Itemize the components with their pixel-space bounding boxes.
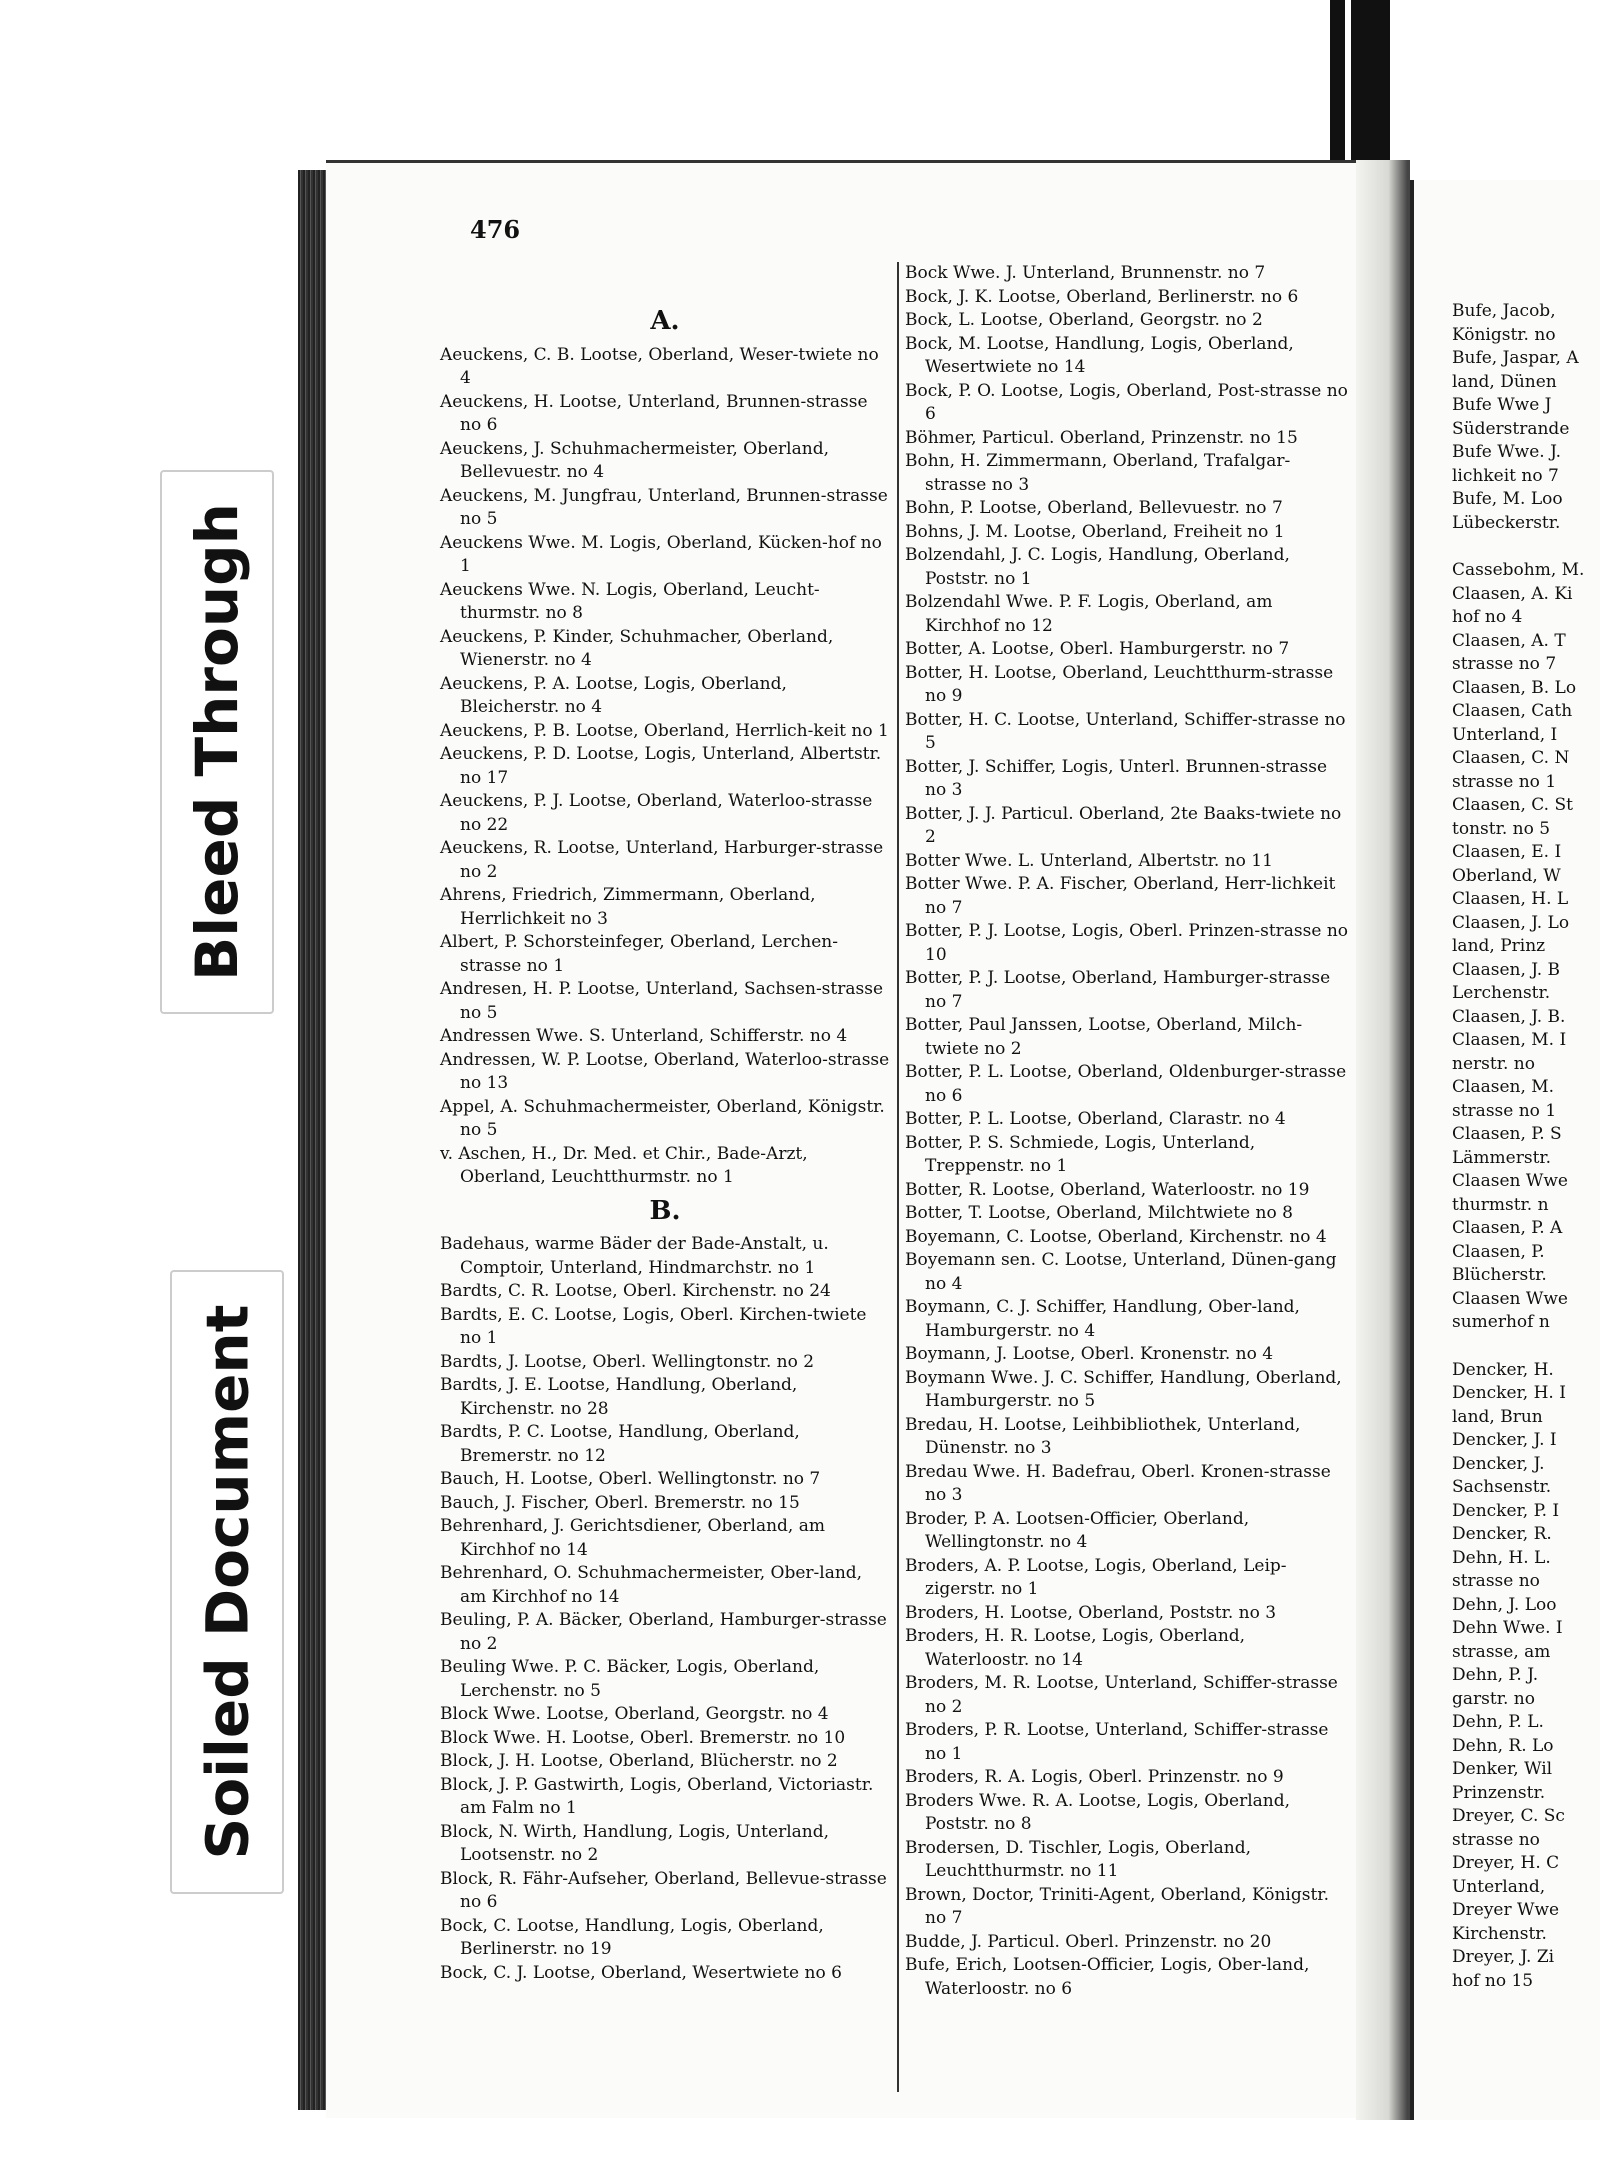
directory-entry: Andresen, H. P. Lootse, Unterland, Sachsen-strasse no 5: [440, 979, 884, 1023]
directory-entry: Botter, A. Lootse, Oberl. Hamburgerstr. no 7: [905, 639, 1290, 659]
directory-entry: Bock, M. Lootse, Handlung, Logis, Oberland, Wesertwiete no 14: [905, 333, 1294, 377]
directory-entry: Dreyer, H. C: [1452, 1853, 1560, 1873]
directory-entry: Claasen, C. St: [1452, 795, 1573, 815]
directory-entry: Claasen Wwe: [1452, 1171, 1568, 1191]
directory-entry: Bock, L. Lootse, Oberland, Georgstr. no 2: [905, 310, 1263, 330]
directory-entry: Bock, P. O. Lootse, Logis, Oberland, Post-strasse no 6: [905, 380, 1348, 424]
directory-entry: tonstr. no 5: [1452, 818, 1551, 839]
directory-entry: hof no 15: [1452, 1970, 1534, 1991]
entries-b-cont: [905, 262, 1350, 2001]
directory-entry: Bredau, H. Lootse, Leihbibliothek, Unterland, Dünenstr. no 3: [905, 1414, 1301, 1458]
directory-entry: Bufe, Erich, Lootsen-Officier, Logis, Ober-land, Waterloostr. no 6: [905, 1955, 1310, 1999]
directory-entry: strasse no 7: [1452, 654, 1557, 674]
directory-entry: Claasen, Cath: [1452, 701, 1573, 721]
directory-entry: Königstr. no: [1452, 324, 1556, 345]
entries-b: [440, 1233, 890, 1985]
directory-entry: Block, J. H. Lootse, Oberland, Blücherstr. no 2: [440, 1751, 838, 1771]
directory-entry: Block, J. P. Gastwirth, Logis, Oberland, Victoriastr. am Falm no 1: [440, 1774, 874, 1818]
directory-entry: Aeuckens, C. B. Lootse, Oberland, Weser-twiete no 4: [440, 344, 879, 388]
directory-entry: Aeuckens Wwe. M. Logis, Oberland, Kücken-hof no 1: [440, 532, 882, 576]
directory-entry: Dencker, R.: [1452, 1524, 1552, 1544]
directory-entry: Dreyer Wwe: [1452, 1900, 1560, 1920]
directory-entry: Bardts, P. C. Lootse, Handlung, Oberland, Bremerstr. no 12: [440, 1422, 800, 1466]
directory-entry: Claasen, J. B.: [1452, 1006, 1566, 1027]
directory-entry: Botter, J. Schiffer, Logis, Unterl. Brunnen-strasse no 3: [905, 756, 1328, 800]
entries-a: [440, 344, 890, 1190]
directory-entry: land, Brun: [1452, 1406, 1543, 1427]
directory-entry: Appel, A. Schuhmachermeister, Oberland, Königstr. no 5: [440, 1096, 885, 1140]
directory-entry: strasse, am: [1452, 1641, 1551, 1662]
directory-entry: Boymann Wwe. J. C. Schiffer, Handlung, Oberland, Hamburgerstr. no 5: [905, 1367, 1342, 1411]
directory-entry: Dreyer, J. Zi: [1452, 1947, 1555, 1967]
directory-entry: Aeuckens, J. Schuhmachermeister, Oberland, Bellevuestr. no 4: [440, 438, 829, 482]
directory-entry: Broders Wwe. R. A. Lootse, Logis, Oberland, Poststr. no 8: [905, 1790, 1291, 1834]
directory-entry: Broders, R. A. Logis, Oberl. Prinzenstr. no 9: [905, 1767, 1284, 1787]
column-b: [905, 262, 1350, 2001]
entries-c2: [1452, 559, 1600, 1335]
directory-entry: Badehaus, warme Bäder der Bade-Anstalt, u. Comptoir, Unterland, Hindmarchstr. no 1: [440, 1234, 829, 1278]
column-c: [1452, 300, 1600, 1993]
directory-entry: Oberland, W: [1452, 865, 1561, 886]
directory-entry: Bufe Wwe. J.: [1452, 442, 1561, 462]
directory-entry: thurmstr. n: [1452, 1194, 1549, 1215]
directory-entry: strasse no 1: [1452, 1100, 1557, 1121]
directory-entry: Aeuckens, M. Jungfrau, Unterland, Brunnen-strasse no 5: [440, 485, 888, 529]
directory-entry: Claasen Wwe: [1452, 1288, 1568, 1309]
directory-entry: Aeuckens, P. A. Lootse, Logis, Oberland, Bleicherstr. no 4: [440, 673, 787, 717]
directory-entry: Behrenhard, J. Gerichtsdiener, Oberland, am Kirchhof no 14: [440, 1516, 825, 1560]
directory-entry: strasse no: [1452, 1571, 1540, 1591]
directory-entry: Bohns, J. M. Lootse, Oberland, Freiheit no 1: [905, 521, 1285, 542]
directory-entry: Claasen, E. I: [1452, 842, 1562, 862]
directory-entry: strasse no: [1452, 1829, 1540, 1850]
directory-entry: hof no 4: [1452, 607, 1523, 627]
directory-entry: Dehn, P. J.: [1452, 1665, 1539, 1685]
directory-entry: Dencker, H.: [1452, 1359, 1554, 1380]
directory-entry: Bardts, E. C. Lootse, Logis, Oberl. Kirchen-twiete no 1: [440, 1304, 867, 1348]
directory-entry: Dreyer, C. Sc: [1452, 1806, 1565, 1826]
directory-entry: strasse no 1: [1452, 771, 1557, 792]
directory-entry: Bauch, J. Fischer, Oberl. Bremerstr. no 15: [440, 1492, 800, 1513]
directory-entry: Lerchenstr.: [1452, 983, 1551, 1003]
directory-entry: Bufe, Jacob,: [1452, 301, 1556, 321]
section-letter-a: A.: [650, 306, 680, 336]
directory-entry: Claasen, M. I: [1452, 1030, 1567, 1050]
directory-entry: Dehn, P. L.: [1452, 1712, 1544, 1732]
directory-entry: Prinzenstr.: [1452, 1782, 1546, 1803]
directory-entry: Botter Wwe. L. Unterland, Albertstr. no 11: [905, 850, 1273, 871]
directory-entry: Bock Wwe. J. Unterland, Brunnenstr. no 7: [905, 263, 1266, 283]
directory-entry: Block, N. Wirth, Handlung, Logis, Unterland, Lootsenstr. no 2: [440, 1821, 830, 1865]
directory-entry: Block Wwe. H. Lootse, Oberl. Bremerstr. no 10: [440, 1727, 846, 1748]
directory-entry: Claasen, C. N: [1452, 748, 1570, 768]
directory-entry: Botter, Paul Janssen, Lootse, Oberland, Milch-twiete no 2: [905, 1015, 1303, 1059]
directory-entry: Budde, J. Particul. Oberl. Prinzenstr. no 20: [905, 1931, 1272, 1952]
directory-entry: Aeuckens, P. B. Lootse, Oberland, Herrlich-keit no 1: [440, 720, 889, 741]
directory-entry: Dencker, J.: [1452, 1453, 1545, 1474]
directory-entry: lichkeit no 7: [1452, 465, 1559, 486]
directory-entry: Beuling, P. A. Bäcker, Oberland, Hamburger-strasse no 2: [440, 1610, 887, 1654]
directory-entry: Dehn, J. Loo: [1452, 1594, 1557, 1615]
directory-entry: Broders, A. P. Lootse, Logis, Oberland, Leip-zigerstr. no 1: [905, 1555, 1287, 1599]
directory-entry: Bohn, H. Zimmermann, Oberland, Trafalgar-strasse no 3: [905, 451, 1291, 495]
directory-entry: Bock, C. J. Lootse, Oberland, Wesertwiete no 6: [440, 1962, 842, 1983]
directory-entry: Boyemann sen. C. Lootse, Unterland, Dünen-gang no 4: [905, 1250, 1337, 1294]
directory-entry: Unterland,: [1452, 1876, 1546, 1897]
column-divider: [897, 262, 899, 2092]
directory-entry: Bredau Wwe. H. Badefrau, Oberl. Kronen-strasse no 3: [905, 1461, 1331, 1505]
directory-entry: Bufe, M. Loo: [1452, 489, 1563, 509]
book-spine: [1330, 0, 1390, 180]
directory-entry: Aeuckens, P. D. Lootse, Logis, Unterland, Albertstr. no 17: [440, 744, 882, 788]
directory-entry: Aeuckens, H. Lootse, Unterland, Brunnen-strasse no 6: [440, 391, 868, 435]
directory-entry: Block Wwe. Lootse, Oberland, Georgstr. no 4: [440, 1704, 829, 1724]
directory-entry: Brodersen, D. Tischler, Logis, Oberland, Leuchtthurmstr. no 11: [905, 1837, 1252, 1881]
directory-entry: Boymann, C. J. Schiffer, Handlung, Ober-land, Hamburgerstr. no 4: [905, 1297, 1300, 1341]
directory-entry: Andressen, W. P. Lootse, Oberland, Waterloo-strasse no 13: [440, 1049, 890, 1093]
directory-entry: Claasen, M.: [1452, 1077, 1555, 1097]
directory-entry: Claasen, J. B: [1452, 959, 1561, 980]
directory-entry: Sachsenstr.: [1452, 1477, 1552, 1497]
directory-entry: garstr. no: [1452, 1688, 1535, 1709]
directory-entry: Bardts, J. Lootse, Oberl. Wellingtonstr. no 2: [440, 1351, 815, 1372]
directory-entry: Aeuckens, P. Kinder, Schuhmacher, Oberland, Wienerstr. no 4: [440, 626, 834, 670]
directory-entry: Andressen Wwe. S. Unterland, Schifferstr. no 4: [440, 1026, 848, 1046]
column-a: [440, 300, 890, 1985]
directory-entry: Bufe, Jaspar, A: [1452, 348, 1579, 368]
directory-entry: Botter, T. Lootse, Oberland, Milchtwiete no 8: [905, 1203, 1293, 1223]
directory-entry: Boyemann, C. Lootse, Oberland, Kirchenstr. no 4: [905, 1226, 1327, 1247]
directory-entry: Botter, H. C. Lootse, Unterland, Schiffer-strasse no 5: [905, 709, 1346, 753]
directory-entry: Aeuckens, R. Lootse, Unterland, Harburger-strasse no 2: [440, 838, 884, 882]
directory-entry: sumerhof n: [1452, 1312, 1550, 1332]
directory-entry: Claasen, H. L: [1452, 889, 1569, 909]
book-edge: [298, 170, 326, 2110]
directory-entry: Behrenhard, O. Schuhmachermeister, Ober-land, am Kirchhof no 14: [440, 1563, 863, 1607]
directory-entry: Aeuckens, P. J. Lootse, Oberland, Waterloo-strasse no 22: [440, 791, 873, 835]
directory-entry: Böhmer, Particul. Oberland, Prinzenstr. no 15: [905, 427, 1298, 448]
directory-entry: Ahrens, Friedrich, Zimmermann, Oberland, Herrlichkeit no 3: [440, 885, 816, 929]
directory-entry: Claasen, A. Ki: [1452, 583, 1573, 604]
directory-entry: Süderstrande: [1452, 418, 1570, 439]
directory-entry: Botter, P. J. Lootse, Logis, Oberl. Prinzen-strasse no 10: [905, 921, 1349, 965]
directory-entry: Kirchenstr.: [1452, 1923, 1547, 1944]
directory-entry: Bufe Wwe J: [1452, 395, 1552, 415]
directory-entry: Botter, R. Lootse, Oberland, Waterloostr. no 19: [905, 1179, 1310, 1200]
entries-c1: [1452, 300, 1600, 535]
directory-entry: Bardts, J. E. Lootse, Handlung, Oberland, Kirchenstr. no 28: [440, 1375, 798, 1419]
directory-entry: Claasen, B. Lo: [1452, 677, 1577, 698]
directory-entry: Claasen, J. Lo: [1452, 912, 1570, 933]
directory-entry: land, Dünen: [1452, 371, 1557, 392]
directory-entry: Dencker, J. I: [1452, 1430, 1557, 1450]
soiled-document-text: Soiled Document: [193, 1304, 262, 1860]
directory-entry: Dehn Wwe. I: [1452, 1618, 1563, 1638]
directory-entry: Claasen, A. T: [1452, 630, 1566, 651]
directory-entry: Bolzendahl Wwe. P. F. Logis, Oberland, am Kirchhof no 12: [905, 592, 1273, 636]
directory-entry: Dehn, H. L.: [1452, 1547, 1551, 1568]
bleed-through-label: [160, 470, 274, 1014]
directory-entry: Broders, H. R. Lootse, Logis, Oberland, Waterloostr. no 14: [905, 1626, 1246, 1670]
directory-entry: Botter, P. L. Lootse, Oberland, Oldenburger-strasse no 6: [905, 1062, 1347, 1106]
book-gutter: [1356, 160, 1410, 2120]
directory-entry: Botter, P. J. Lootse, Oberland, Hamburger-strasse no 7: [905, 968, 1331, 1012]
directory-entry: Claasen, P. S: [1452, 1124, 1562, 1144]
directory-entry: Botter, H. Lootse, Oberland, Leuchtthurm-strasse no 9: [905, 662, 1334, 706]
directory-entry: Bauch, H. Lootse, Oberl. Wellingtonstr. no 7: [440, 1469, 821, 1489]
directory-entry: nerstr. no: [1452, 1053, 1535, 1074]
directory-entry: Lämmerstr.: [1452, 1147, 1552, 1168]
directory-entry: land, Prinz: [1452, 936, 1546, 956]
directory-entry: Cassebohm, M.: [1452, 560, 1585, 580]
directory-entry: Dehn, R. Lo: [1452, 1735, 1554, 1756]
directory-entry: Brown, Doctor, Triniti-Agent, Oberland, Königstr. no 7: [905, 1884, 1329, 1928]
directory-entry: Bock, C. Lootse, Handlung, Logis, Oberland, Berlinerstr. no 19: [440, 1915, 824, 1959]
directory-entry: Beuling Wwe. P. C. Bäcker, Logis, Oberland, Lerchenstr. no 5: [440, 1657, 820, 1701]
directory-entry: Broders, H. Lootse, Oberland, Poststr. no 3: [905, 1602, 1277, 1623]
directory-entry: Lübeckerstr.: [1452, 512, 1561, 533]
soiled-document-label: [170, 1270, 284, 1894]
directory-entry: Dencker, P. I: [1452, 1500, 1560, 1521]
directory-entry: Claasen, P.: [1452, 1241, 1545, 1262]
directory-entry: Broder, P. A. Lootsen-Officier, Oberland, Wellingtonstr. no 4: [905, 1508, 1250, 1552]
directory-entry: Bardts, C. R. Lootse, Oberl. Kirchenstr. no 24: [440, 1281, 831, 1301]
directory-entry: Denker, Wil: [1452, 1759, 1553, 1779]
directory-entry: Broders, P. R. Lootse, Unterland, Schiffer-strasse no 1: [905, 1720, 1329, 1764]
page-number: 476: [470, 215, 521, 244]
directory-entry: Blücherstr.: [1452, 1265, 1547, 1285]
directory-entry: Block, R. Fähr-Aufseher, Oberland, Bellevue-strasse no 6: [440, 1868, 887, 1912]
section-letter-b: B.: [649, 1195, 681, 1226]
directory-entry: Bock, J. K. Lootse, Oberland, Berlinerstr. no 6: [905, 286, 1299, 307]
directory-entry: Botter, J. J. Particul. Oberland, 2te Baaks-twiete no 2: [905, 803, 1342, 847]
directory-entry: Botter, P. L. Lootse, Oberland, Clarastr. no 4: [905, 1109, 1286, 1129]
directory-entry: Boymann, J. Lootse, Oberl. Kronenstr. no 4: [905, 1344, 1274, 1364]
directory-entry: Claasen, P. A: [1452, 1218, 1563, 1238]
directory-entry: Aeuckens Wwe. N. Logis, Oberland, Leucht-thurmstr. no 8: [440, 579, 820, 623]
directory-entry: Bolzendahl, J. C. Logis, Handlung, Oberland, Poststr. no 1: [905, 545, 1290, 589]
entries-c3: [1452, 1359, 1600, 1994]
directory-entry: Unterland, I: [1452, 724, 1558, 745]
directory-entry: v. Aschen, H., Dr. Med. et Chir., Bade-Arzt, Oberland, Leuchtthurmstr. no 1: [440, 1143, 808, 1187]
directory-entry: Botter Wwe. P. A. Fischer, Oberland, Herr-lichkeit no 7: [905, 874, 1336, 918]
bleed-through-text: Bleed Through: [183, 503, 252, 981]
directory-entry: Dencker, H. I: [1452, 1383, 1566, 1403]
directory-entry: Botter, P. S. Schmiede, Logis, Unterland, Treppenstr. no 1: [905, 1132, 1256, 1176]
directory-entry: Bohn, P. Lootse, Oberland, Bellevuestr. no 7: [905, 498, 1283, 518]
directory-entry: Albert, P. Schorsteinfeger, Oberland, Lerchen-strasse no 1: [440, 932, 838, 976]
directory-entry: Broders, M. R. Lootse, Unterland, Schiffer-strasse no 2: [905, 1673, 1338, 1717]
